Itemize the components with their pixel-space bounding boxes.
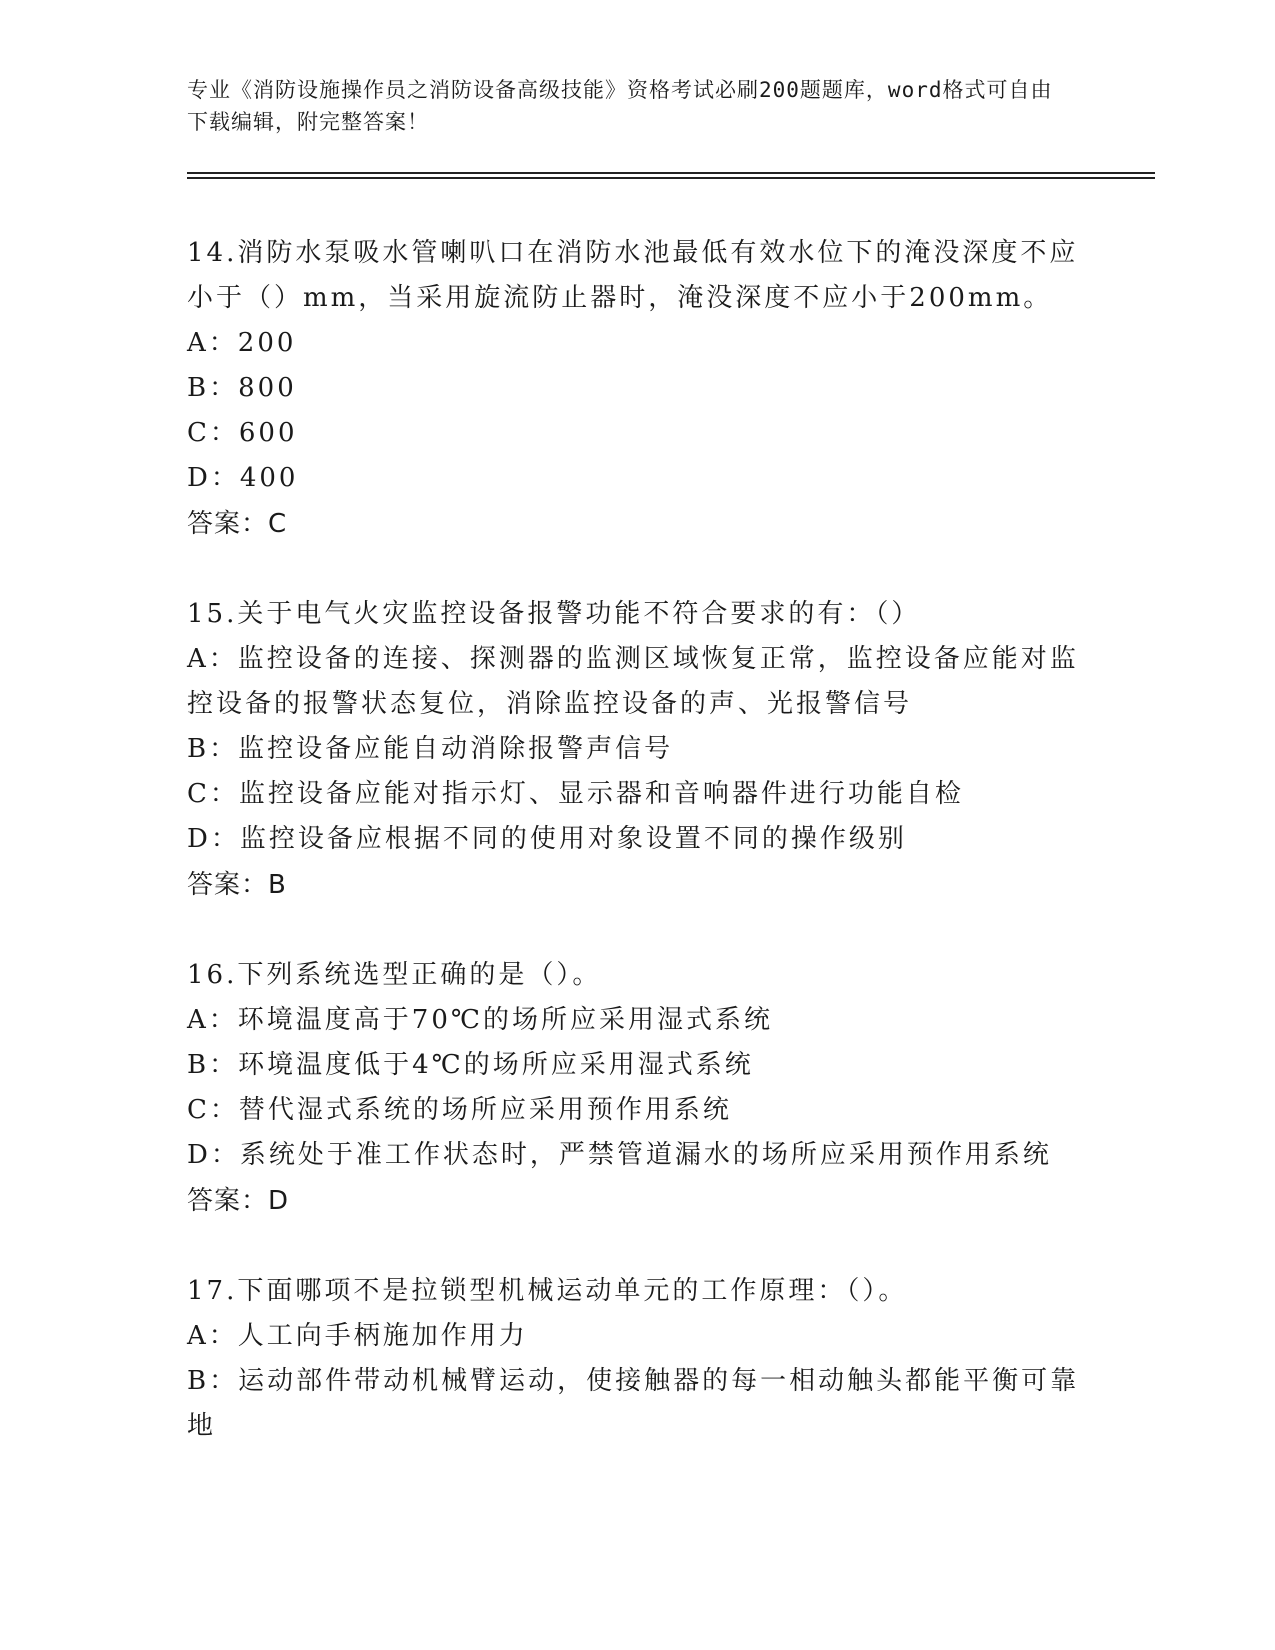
option-b: B：800 bbox=[187, 373, 297, 403]
question-14 bbox=[187, 231, 1087, 547]
option-a: A：200 bbox=[187, 328, 297, 358]
answer: 答案：B bbox=[187, 870, 287, 900]
option-b: B：环境温度低于4℃的场所应采用湿式系统 bbox=[187, 1050, 754, 1080]
document-header: 专业《消防设施操作员之消防设备高级技能》资格考试必刷200题题库，word格式可自由下载编辑，附完整答案！ bbox=[187, 78, 1053, 134]
question-17 bbox=[187, 1269, 1087, 1449]
option-d: D：系统处于准工作状态时，严禁管道漏水的场所应采用预作用系统 bbox=[187, 1140, 1052, 1170]
option-c: C：600 bbox=[187, 418, 298, 448]
question-16 bbox=[187, 953, 1087, 1224]
option-d: D：监控设备应根据不同的使用对象设置不同的操作级别 bbox=[187, 824, 907, 854]
question-15 bbox=[187, 592, 1087, 908]
question-text: 14.消防水泵吸水管喇叭口在消防水池最低有效水位下的淹没深度不应小于（）mm，当采用旋流防止器时，淹没深度不应小于200mm。 bbox=[187, 238, 1079, 313]
question-list bbox=[187, 231, 1087, 1494]
option-d: D：400 bbox=[187, 463, 299, 493]
option-a: A：监控设备的连接、探测器的监测区域恢复正常，监控设备应能对监控设备的报警状态复位，消除监控设备的声、光报警信号 bbox=[187, 644, 1079, 719]
option-c: C：替代湿式系统的场所应采用预作用系统 bbox=[187, 1095, 732, 1125]
question-text: 17.下面哪项不是拉锁型机械运动单元的工作原理：（）。 bbox=[187, 1276, 908, 1306]
header-rule-bottom bbox=[187, 177, 1155, 179]
question-text: 15.关于电气火灾监控设备报警功能不符合要求的有：（） bbox=[187, 599, 921, 629]
answer: 答案：C bbox=[187, 509, 288, 539]
question-text: 16.下列系统选型正确的是（）。 bbox=[187, 960, 602, 990]
option-a: A：环境温度高于70℃的场所应采用湿式系统 bbox=[187, 1005, 773, 1035]
header-rule-top bbox=[187, 172, 1155, 174]
answer: 答案：D bbox=[187, 1186, 290, 1216]
option-b: B：监控设备应能自动消除报警声信号 bbox=[187, 734, 674, 764]
option-c: C：监控设备应能对指示灯、显示器和音响器件进行功能自检 bbox=[187, 779, 964, 809]
option-b: B：运动部件带动机械臂运动，使接触器的每一相动触头都能平衡可靠地 bbox=[187, 1366, 1080, 1441]
option-a: A：人工向手柄施加作用力 bbox=[187, 1321, 528, 1351]
